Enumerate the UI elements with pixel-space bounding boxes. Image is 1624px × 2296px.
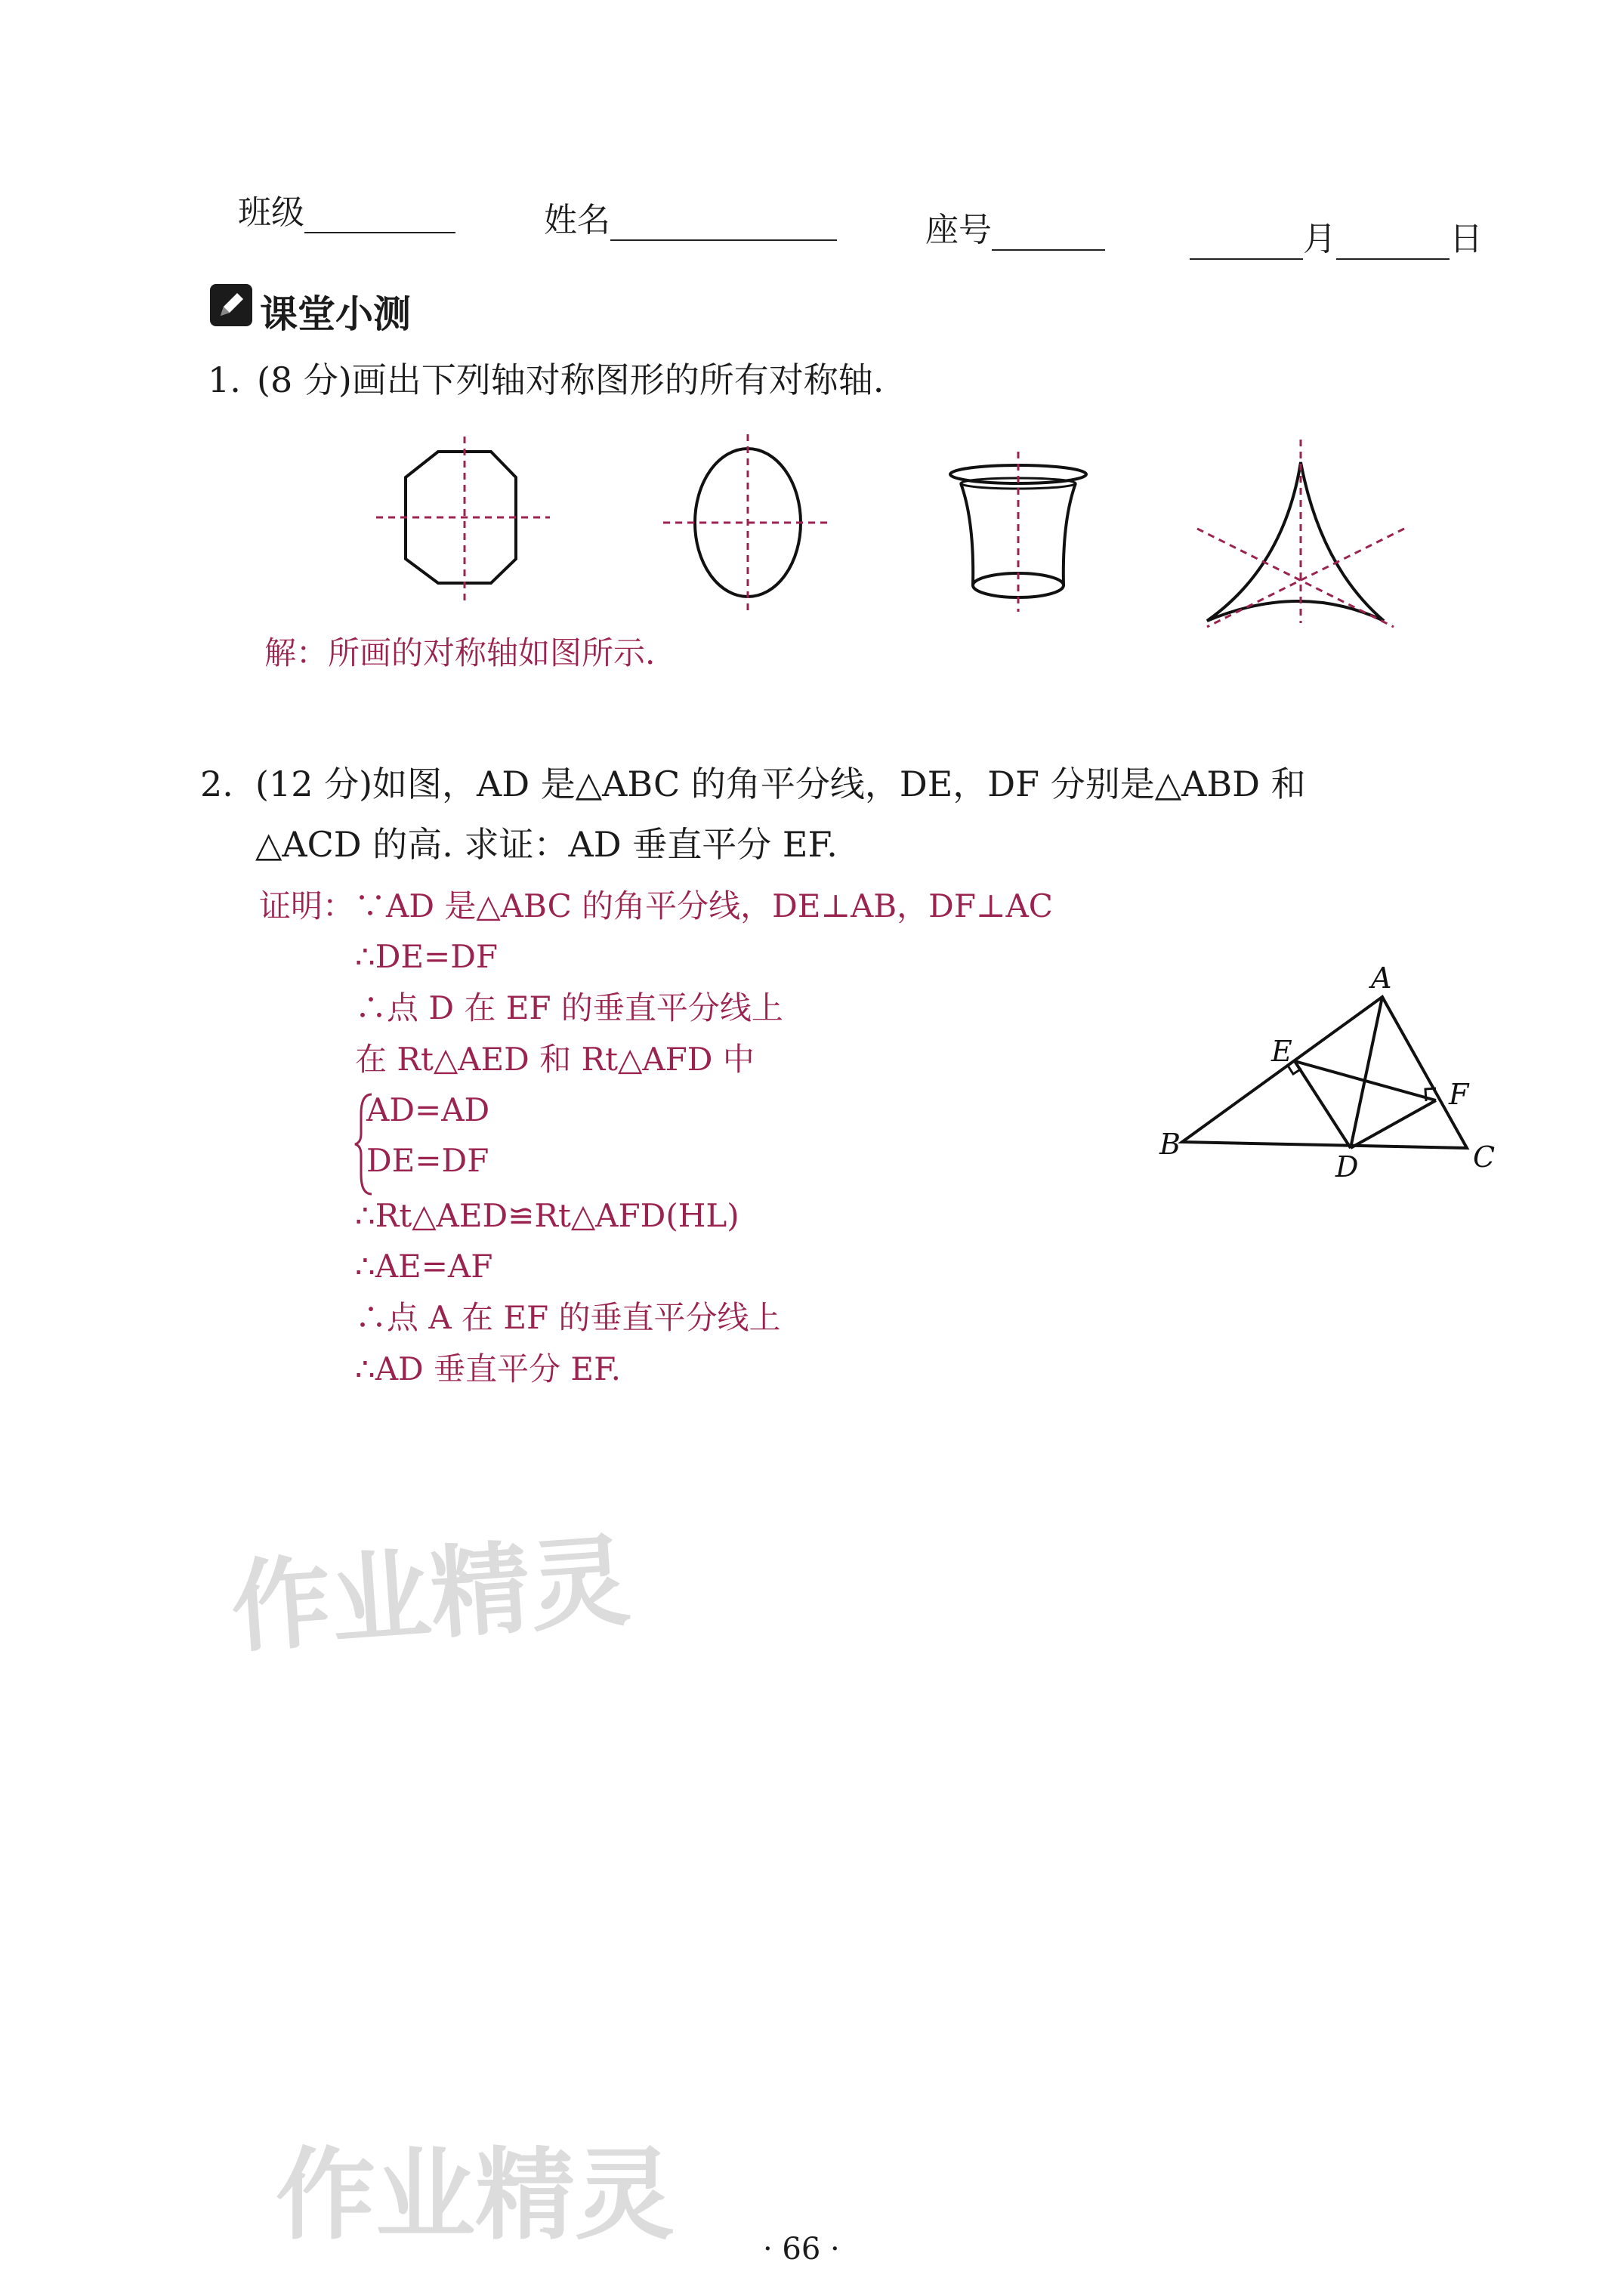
q2-number: 2. <box>200 764 233 804</box>
day-label: 日 <box>1450 220 1483 258</box>
proof-line-9: ∴点 A 在 EF 的垂直平分线上 <box>355 1299 781 1336</box>
q1-number: 1. <box>208 360 241 400</box>
label-f: F <box>1449 1078 1469 1111</box>
page-number: · 66 · <box>763 2232 840 2267</box>
watermark-lower: 作业精灵 <box>276 2137 675 2254</box>
seat-label: 座号 <box>925 211 992 249</box>
q2-line1: (12 分)如图，AD 是△ABC 的角平分线，DE，DF 分别是△ABD 和 <box>255 764 1306 804</box>
q2-line2: △ACD 的高. 求证：AD 垂直平分 EF. <box>255 824 838 865</box>
proof-line-8: ∴AE=AF <box>355 1248 493 1285</box>
watermark-upper: 作业精灵 <box>227 1523 634 1668</box>
proof-line-4: 在 Rt△AED 和 Rt△AFD 中 <box>355 1041 755 1078</box>
proof-line-1: 证明：∵AD 是△ABC 的角平分线，DE⊥AB，DF⊥AC <box>259 887 1053 924</box>
section-title: 课堂小测 <box>260 292 411 336</box>
proof-line-3: ∴点 D 在 EF 的垂直平分线上 <box>355 989 783 1026</box>
proof-line-5: AD=AD <box>366 1091 490 1128</box>
proof-line-10: ∴AD 垂直平分 EF. <box>355 1350 622 1387</box>
q1-answer: 解：所画的对称轴如图所示. <box>264 634 656 671</box>
q1-text: (8 分)画出下列轴对称图形的所有对称轴. <box>257 360 885 400</box>
label-a: A <box>1371 961 1392 995</box>
label-c: C <box>1473 1140 1496 1174</box>
name-label: 姓名 <box>544 201 610 239</box>
proof-line-7: ∴Rt△AED≌Rt△AFD(HL) <box>355 1197 739 1234</box>
month-label: 月 <box>1303 220 1336 258</box>
proof-line-6: DE=DF <box>366 1142 489 1179</box>
label-b: B <box>1159 1128 1181 1161</box>
class-label: 班级 <box>238 193 304 232</box>
label-e: E <box>1271 1035 1292 1068</box>
proof-line-2: ∴DE=DF <box>355 938 499 975</box>
label-d: D <box>1335 1150 1359 1183</box>
